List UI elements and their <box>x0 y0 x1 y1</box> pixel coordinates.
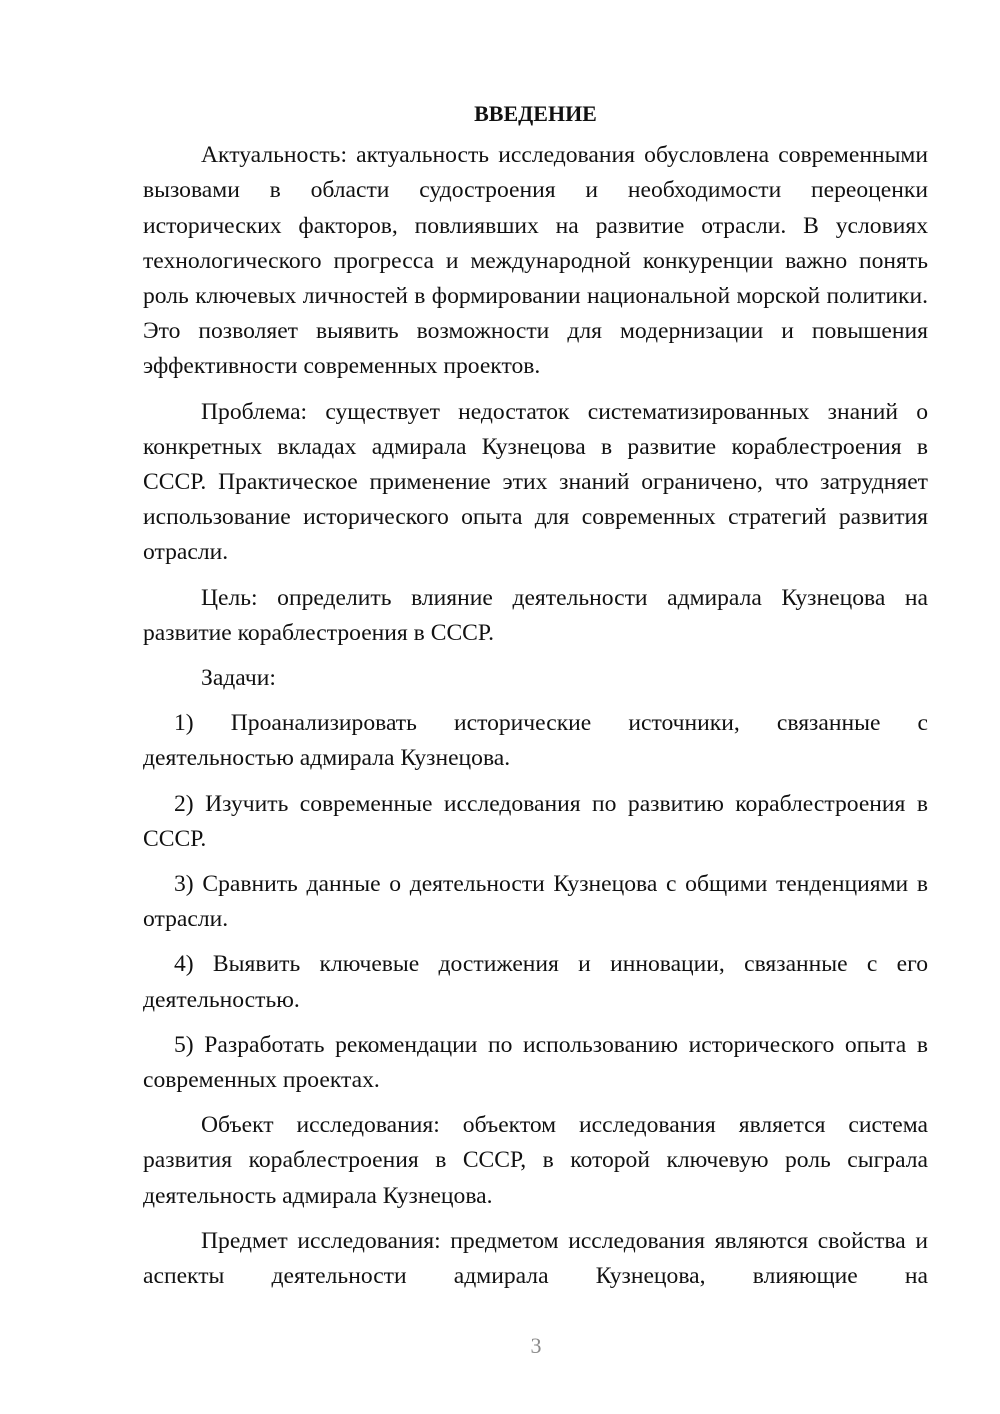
section-heading: ВВЕДЕНИЕ <box>474 101 597 126</box>
tasks-label: Задачи: <box>201 665 276 692</box>
task-item-1: 1) Проанализировать исторические источники, связанные с деятельностью адмирала Кузнецова. <box>143 710 928 772</box>
task-item-2: 2) Изучить современные исследования по развитию кораблестроения в СССР. <box>143 790 928 852</box>
subject-paragraph: Предмет исследования: предметом исследования являются свойства и аспекты деятельности адмирала Кузнецова, влияющие на <box>143 1227 928 1290</box>
goal-paragraph: Цель: определить влияние деятельности адмирала Кузнецова на развитие кораблестроения в СССР. <box>143 584 928 646</box>
task-item-3: 3) Сравнить данные о деятельности Кузнецова с общими тенденциями в отрасли. <box>143 871 928 933</box>
object-paragraph: Объект исследования: объектом исследования является система развития кораблестроения в СССР, в которой ключевую роль сыграла деятельность адмирала Кузнецова. <box>143 1112 928 1209</box>
relevance-paragraph: Актуальность: актуальность исследования обусловлена современными вызовами в области судостроения и необходимости переоценки исторических факторов, повлиявших на развитие отрасли. В условиях технологического прогресса и международной конкуренции важно понять роль ключевых личностей в формировании национальной морской политики. Это позволяет выявить возможности для модернизации и повышения эффективности современных проектов. <box>143 142 928 380</box>
task-item-4: 4) Выявить ключевые достижения и инновации, связанные с его деятельностью. <box>143 951 928 1013</box>
document-body <box>143 96 928 1294</box>
task-item-5: 5) Разработать рекомендации по использованию исторического опыта в современных проектах. <box>143 1031 928 1094</box>
page-number: 3 <box>530 1333 542 1358</box>
problem-paragraph: Проблема: существует недостаток систематизированных знаний о конкретных вкладах адмирала Кузнецова в развитие кораблестроения в СССР. Практическое применение этих знаний ограничено, что затрудняет использование исторического опыта для современных стратегий развития отрасли. <box>143 398 928 566</box>
